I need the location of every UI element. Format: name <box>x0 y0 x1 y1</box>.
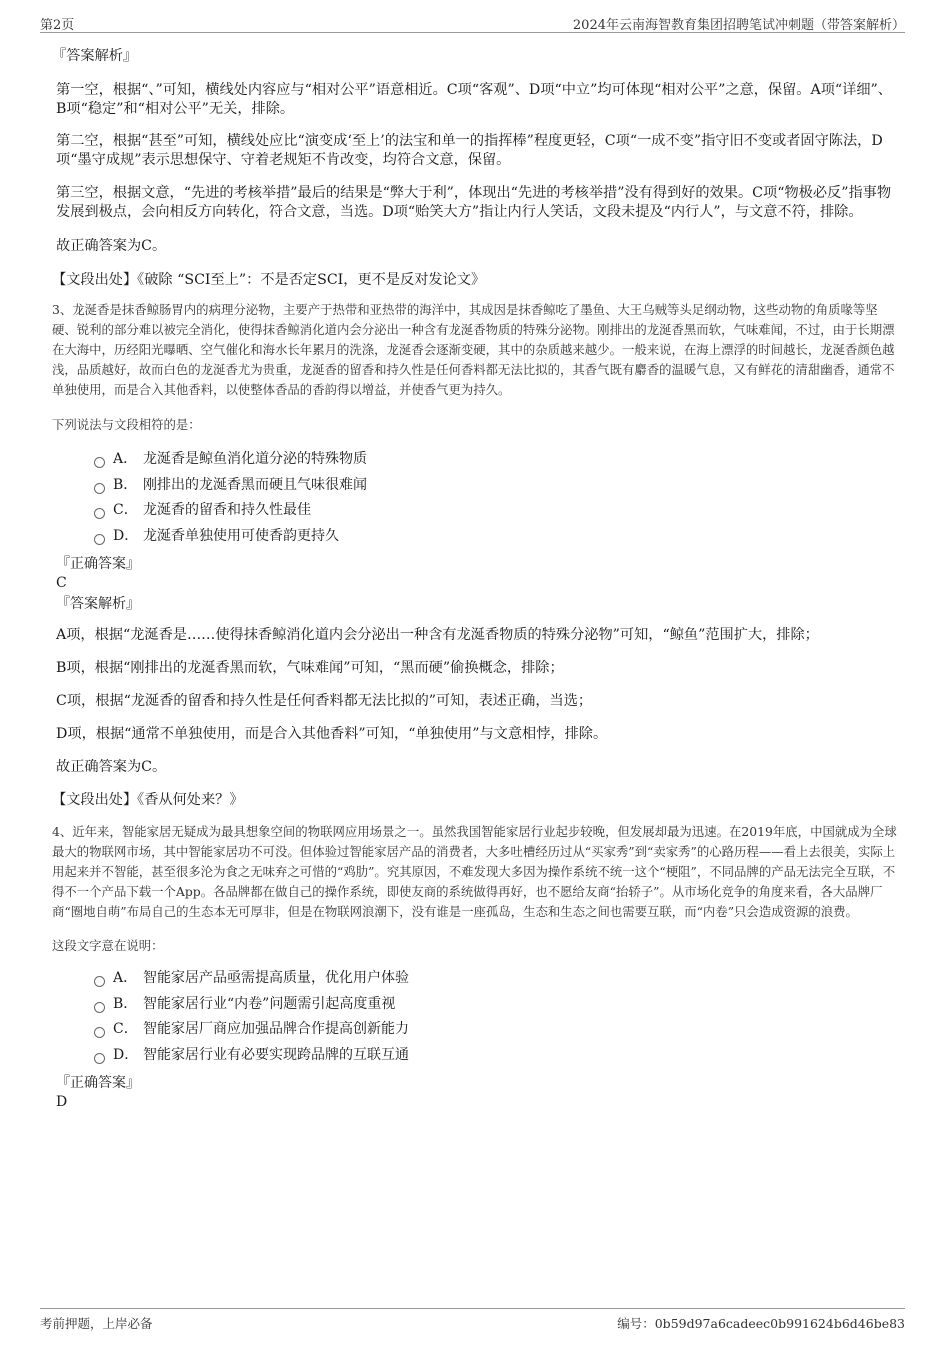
option-c[interactable]: C． 智能家居厂商应加强品牌合作提高创新能力 <box>52 1017 900 1043</box>
analysis-paragraph: D项，根据“通常不单独使用，而是合入其他香料”可知，“单独使用”与文意相悖，排除。 <box>56 726 608 742</box>
question-prompt: 这段文字意在说明： <box>52 938 164 953</box>
conclusion: 故正确答案为C。 <box>56 759 167 775</box>
source-citation: 【文段出处】《破除 “SCI至上”：不是否定SCI，更不是反对发论文》 <box>52 272 486 288</box>
radio-icon[interactable] <box>94 457 105 468</box>
question-passage: 3、龙涎香是抹香鲸肠胃内的病理分泌物，主要产于热带和亚热带的海洋中，其成因是抹香鲸吃了墨鱼、大王乌贼等头足纲动物，这些动物的角质喙等坚硬、锐利的部分难以被完全消化，使得抹香鲸消化道内会分泌出一种含有龙涎香物质的特殊分泌物。刚排出的龙涎香黑而软，气味难闻，不过，由于长期漂在大海中，历经阳光曝晒、空气催化和海水长年累月的洗涤，龙涎香会逐渐变硬，其中的杂质越来越少。一般来说，在海上漂浮的时间越长，龙涎香颜色越浅，品质越好，故而白色的龙涎香尤为贵重，龙涎香的留香和持久性是任何香料都无法比拟的，其香气既有麝香的温暖气息，又有鲜花的清甜幽香，通常不单独使用，而是合入其他香料，以使整体香品的香韵得以增益，并使香气更为持久。 <box>52 302 895 397</box>
radio-icon[interactable] <box>94 1053 105 1064</box>
option-b[interactable]: B． 智能家居行业“内卷”问题需引起高度重视 <box>52 992 900 1018</box>
document-title: 2024年云南海智教育集团招聘笔试冲刺题（带答案解析） <box>572 18 905 33</box>
page-header <box>40 12 905 33</box>
option-b[interactable]: B． 刚排出的龙涎香黑而硬且气味很难闻 <box>52 473 900 499</box>
option-c[interactable]: C． 龙涎香的留香和持久性最佳 <box>52 498 900 524</box>
analysis-label: 『答案解析』 <box>56 596 140 612</box>
answer-value: D <box>56 1094 68 1110</box>
option-d[interactable]: D． 智能家居行业有必要实现跨品牌的互联互通 <box>52 1043 900 1069</box>
analysis-paragraph: A项，根据“龙涎香是……使得抹香鲸消化道内会分泌出一种含有龙涎香物质的特殊分泌物”可知，“鲸鱼”范围扩大，排除； <box>56 627 819 643</box>
analysis-paragraph: 第二空，根据“甚至”可知，横线处应比“演变成‘至上’的法宝和单一的指挥棒”程度更轻，C项“一成不变”指守旧不变或者固守陈法，D项“墨守成规”表示思想保守、守着老规矩不肯改变，均符合文意，保留。 <box>56 133 883 168</box>
footer-slogan: 考前押题，上岸必备 <box>40 1316 153 1331</box>
answer-label: 『正确答案』 <box>56 1075 140 1091</box>
radio-icon[interactable] <box>94 483 105 494</box>
conclusion: 故正确答案为C。 <box>56 238 167 254</box>
analysis-label: 『答案解析』 <box>52 48 138 64</box>
option-d[interactable]: D． 龙涎香单独使用可使香韵更持久 <box>52 524 900 550</box>
page-footer <box>40 1308 905 1331</box>
source-citation: 【文段出处】《香从何处来？》 <box>52 792 244 808</box>
radio-icon[interactable] <box>94 1027 105 1038</box>
answer-value: C <box>56 575 67 591</box>
radio-icon[interactable] <box>94 976 105 987</box>
option-a[interactable]: A． 龙涎香是鲸鱼消化道分泌的特殊物质 <box>52 447 900 473</box>
radio-icon[interactable] <box>94 508 105 519</box>
analysis-paragraph: 第一空，根据“、”可知，横线处内容应与“相对公平”语意相近。C项“客观”、D项“中立”均可体现“相对公平”之意，保留。A项“详细”、B项“稳定”和“相对公平”无关，排除。 <box>56 82 892 117</box>
analysis-paragraph: C项，根据“龙涎香的留香和持久性是任何香料都无法比拟的”可知，表述正确，当选； <box>56 693 593 709</box>
radio-icon[interactable] <box>94 534 105 545</box>
analysis-paragraph: 第三空，根据文意，“先进的考核举措”最后的结果是“弊大于利”，体现出“先进的考核举措”没有得到好的效果。C项“物极必反”指事物发展到极点，会向相反方向转化，符合文意，当选。D项“贻笑大方”指让内行人笑话，文段未提及“内行人”，与文意不符，排除。 <box>56 185 892 220</box>
answer-label: 『正确答案』 <box>56 556 140 572</box>
options-list <box>52 966 900 1068</box>
radio-icon[interactable] <box>94 1002 105 1013</box>
page-number: 第2页 <box>40 18 75 33</box>
page-content <box>52 42 900 1112</box>
analysis-paragraph: B项，根据“刚排出的龙涎香黑而软，气味难闻”可知，“黑而硬”偷换概念，排除； <box>56 660 564 676</box>
options-list <box>52 447 900 549</box>
question-prompt: 下列说法与文段相符的是： <box>52 417 201 432</box>
question-passage: 4、近年来，智能家居无疑成为最具想象空间的物联网应用场景之一。虽然我国智能家居行业起步较晚，但发展却最为迅速。在2019年底，中国就成为全球最大的物联网市场，其中智能家居功不可没。但体验过智能家居产品的消费者，大多吐槽经历过从“买家秀”到“卖家秀”的心路历程——看上去很美，实际上用起来并不智能，甚至很多沦为食之无味弃之可惜的“鸡肋”。究其原因，不难发现大多因为操作系统不统一这个“梗阻”，不同品牌的产品无法完全互联，不得不一个产品下载一个App。各品牌都在做自己的操作系统，即使友商的系统做得再好，也不愿给友商“抬轿子”。从市场化竞争的角度来看，各大品牌厂商“圈地自萌”布局自己的生态本无可厚非，但是在物联网浪潮下，没有谁是一座孤岛，生态和生态之间也需要互联，而“内卷”只会造成资源的浪费。 <box>52 824 897 919</box>
option-a[interactable]: A． 智能家居产品亟需提高质量，优化用户体验 <box>52 966 900 992</box>
document-id: 编号：0b59d97a6cadeec0b991624b6d46be83 <box>617 1316 905 1331</box>
